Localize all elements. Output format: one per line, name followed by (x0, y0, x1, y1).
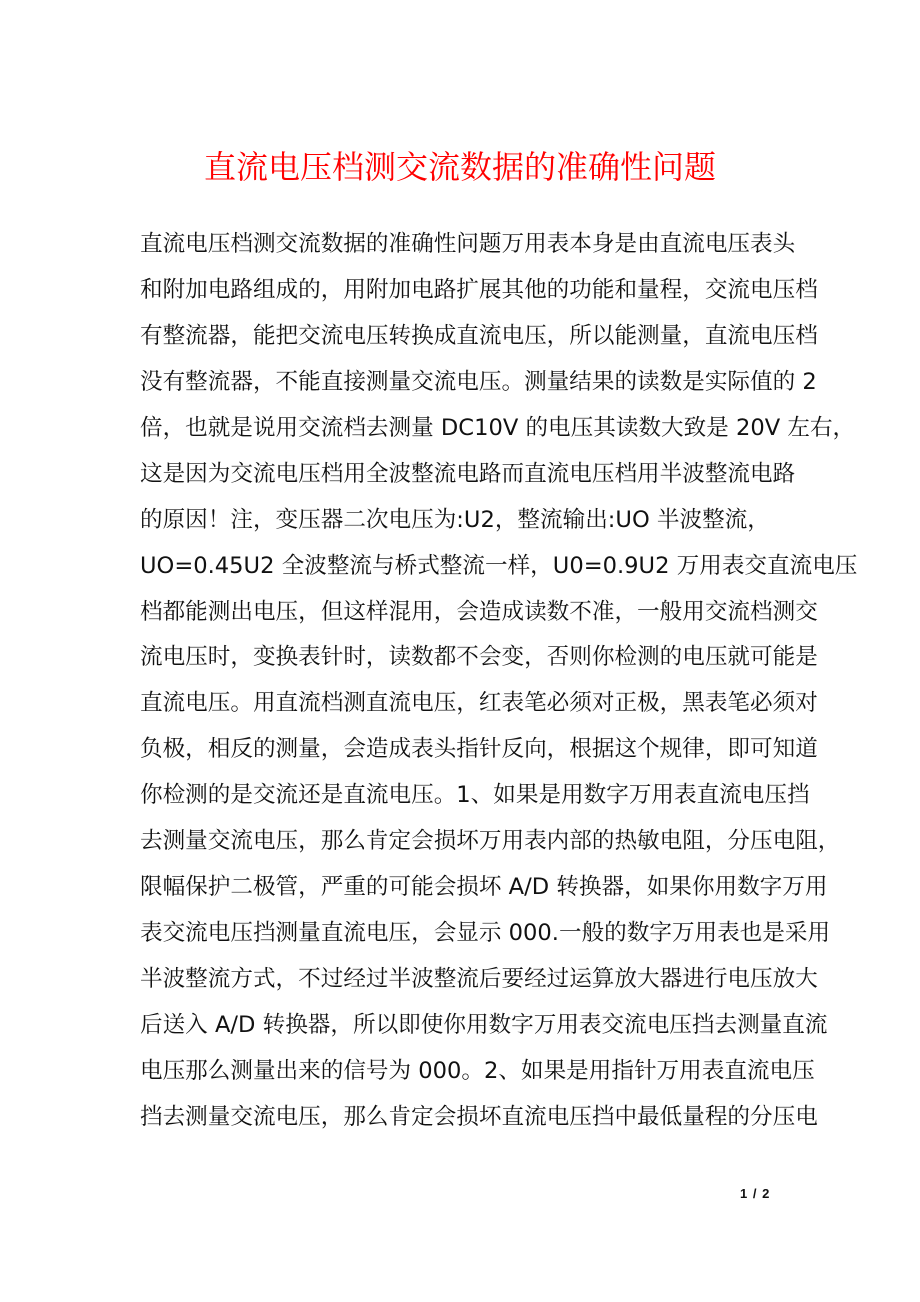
body-line: 有整流器，能把交流电压转换成直流电压，所以能测量，直流电压档 (140, 322, 818, 349)
body-line: 直流电压档测交流数据的准确性问题万用表本身是由直流电压表头 (140, 231, 796, 257)
body-line: 你检测的是交流还是直流电压。1、如果是用数字万用表直流电压挡 (140, 782, 810, 809)
body-line: 去测量交流电压，那么肯定会损坏万用表内部的热敏电阻，分压电阻， (140, 828, 841, 855)
body-line: 这是因为交流电压档用全波整流电路而直流电压档用半波整流电路 (140, 460, 796, 487)
body-line: 的原因！注，变压器二次电压为:U2，整流输出:UO 半波整流， (140, 506, 770, 533)
body-line: 表交流电压挡测量直流电压，会显示 000.一般的数字万用表也是采用 (140, 920, 831, 947)
body-line: 电压那么测量出来的信号为 000。2、如果是用指针万用表直流电压 (140, 1057, 815, 1084)
document-title: 直流电压档测交流数据的准确性问题 (203, 148, 716, 186)
body-line: 和附加电路组成的，用附加电路扩展其他的功能和量程，交流电压档 (140, 276, 818, 303)
body-line: 限幅保护二极管，严重的可能会损坏 A/D 转换器，如果你用数字万用 (140, 874, 828, 901)
body-line: UO=0.45U2 全波整流与桥式整流一样，U0=0.9U2 万用表交直流电压 (140, 552, 858, 579)
body-line: 没有整流器，不能直接测量交流电压。测量结果的读数是实际值的 2 (140, 368, 817, 395)
body-line: 流电压时，变换表针时，读数都不会变，否则你检测的电压就可能是 (140, 644, 818, 671)
body-line: 半波整流方式，不过经过半波整流后要经过运算放大器进行电压放大 (140, 966, 818, 992)
body-line: 直流电压。用直流档测直流电压，红表笔必须对正极，黑表笔必须对 (140, 690, 818, 717)
document-body (140, 222, 858, 1141)
body-line: 倍，也就是说用交流档去测量 DC10V 的电压其读数大致是 20V 左右， (140, 414, 856, 441)
body-line: 负极，相反的测量，会造成表头指针反向，根据这个规律，即可知道 (140, 736, 818, 763)
page-number: 1 / 2 (740, 1186, 771, 1201)
body-line: 档都能测出电压，但这样混用，会造成读数不准，一般用交流档测交 (140, 598, 818, 625)
body-line: 后送入 A/D 转换器，所以即使你用数字万用表交流电压挡去测量直流 (140, 1011, 828, 1038)
body-line: 挡去测量交流电压，那么肯定会损坏直流电压挡中最低量程的分压电 (140, 1103, 818, 1130)
